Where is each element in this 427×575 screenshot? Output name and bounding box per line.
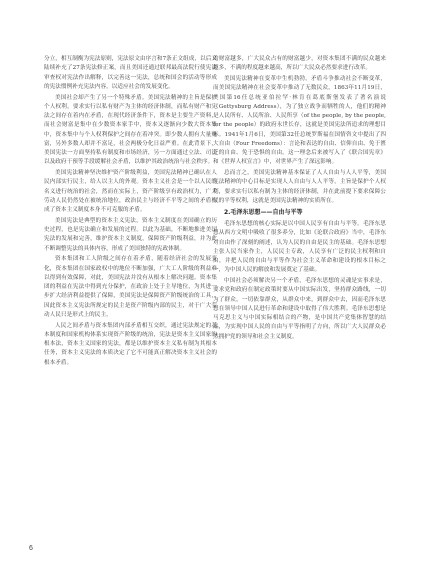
section-heading: 2.毛泽东思想——自由与平等 [224, 209, 303, 216]
body-paragraph: 分立，相互制衡为宪法原则，宪法原文由序言和7条正文组成，以后又陆续补充了27条宪法修正案，而且美国还通过联邦最高法院行使宪法审查权对宪法作出解释，以完善这一宪法，总统和国会的活动等形成的宪法惯例补充宪法内容，以适应社会的发展变化。 [44, 56, 217, 90]
body-paragraph: 美国社会却产生了另一个特殊矛盾。美国宪法精神的主旨是保护个人权利，要求实行以私有财产为主体的经济体制，而私有财产和宪法之间存在着内在矛盾，在现代经济条件下，资本是主要生产资料，而社会财富是集中在少数资本家手中，资本又逐渐向少数大资本集中，资本集中与个人权利保护之间存在着冲突。即少数人拥有大量财富，另外多数人却并不富足，社会两极分化日益严重。在此背景下，美国宪法一方面坚持私有制度和市场经济，另一方面通过立法、司法以及政府干预等手段缓解社会矛盾，以维护其政治统治与社会秩序。 [44, 94, 217, 166]
body-paragraph: 的财富越多，广大民众占有的财富越少，对资本集团不满的民众越来越多，不满的程度越来越高，所以广大民众必然要求进行改革。 [213, 56, 386, 72]
page-number: 6 [29, 545, 33, 552]
right-column [213, 55, 386, 540]
body-paragraph: 人民之间矛盾与资本集团内部矛盾相互交织，通过宪法规定的基本制度和国家机构体系实现资产阶级的统治，宪法是资本主义国家的根本法，资本主义国家的宪法，都是以维护资本主义私有制为其根本任务，资本主义宪法的本质决定了它不可能真正解决资本主义社会的根本矛盾。 [44, 322, 217, 366]
body-paragraph: 美国宪法精神坚决维护资产阶级利益，美国宪法精神已确认在人民内部实行民主，给人以主人的外观。资本主义社会是一个以人民的名义进行统治的社会，然而在实际上，资产阶级享有政治权力，广大劳动人民仍然处在被统治地位，政治民主与经济不平等之间的矛盾构成了资本主义制度本身不可克服的矛盾。 [44, 170, 217, 213]
body-paragraph: 美国宪法是典型的资本主义宪法，资本主义制度在美国确立的历史过程，也是宪法确立和发展的过程。以此为基础，不断地推进美国宪法的发展和完善，维护资本主义制度，保障资产阶级利益，并为此不断调整宪法的具体内容，形成了美国独特的宪政体制。 [44, 217, 217, 252]
body-paragraph: 总而言之，美国宪法精神基本保证了人人自由与人人平等，美国宪法精神的中心目标是实现人人自由与人人平等，主旨是保护个人权利，要求实行以私有制为主体的经济体制，并在此前提下要求保障公民的平等权利，这就是美国宪法精神的实质所在。 [213, 170, 386, 204]
body-paragraph: 资本集团和工人阶级之间存在着矛盾，随着经济社会的发展变化，资本集团在国家政权中的地位不断加强，广大工人阶级的利益难以得到有效保障，对此，美国宪法并没有从根本上解决问题。资本集团的利益在宪法中得到充分保护，在政治上处于主导地位，为其进一步扩大经济利益提供了保障，美国宪法是保障资产阶级统治的工具，因此资本主义宪法所规定的民主是资产阶级内部的民主，对于广大劳动人民只是形式上的民主。 [44, 256, 217, 318]
body-paragraph: 美国宪法精神在变革中生机勃勃。矛盾斗争推动社会不断变革，而美国宪法精神在社会变革中推动了无数民众，1863年11月19日，美国第16任总统亚伯拉罕·林肯在葛底斯堡发表了著名演说（Gettysburg Address），为了独立战争而牺牲的人，他们的精神是人民所有、人民所治、人民所享（of the people, by the people, for the people）的政府永世长存，这就是美国宪法所追求的理想目标。1941年1月6日，美国第32任总统罗斯福在国情咨文中提出了四大自由（Four Freedoms）：言论和表达的自由、信仰自由、免于匮乏的自由、免于恐惧的自由。这一理念后来被写入了《联合国宪章》和《世界人权宣言》中，对世界产生了深远影响。 [213, 76, 386, 166]
left-column [44, 55, 217, 540]
body-paragraph: 毛泽东思想的核心实际是以中国人民享有自由与平等。毛泽东思想从西方文明中吸收了很多养分，比如《论联合政府》当中，毛泽东对自由作了深刻的阐述，认为人民的自由是民主的基础。毛泽东思想主张人民当家作主，人民民主专政，人民享有广泛的民主权利和自由，并把人民的自由与平等作为社会主义革命和建设的根本目标之一，为中国人民的解放和发展奠定了基础。 [213, 221, 386, 274]
body-paragraph: 中国社会必须解决另一个矛盾，毛泽东思想的灵魂是实事求是，要求党和政府在制定政策时要从中国实际出发，坚持群众路线，一切为了群众，一切依靠群众，从群众中来，到群众中去，因而毛泽东思想在领导中国人民进行革命和建设中取得了伟大胜利。毛泽东思想是马克思主义与中国实际相结合的产物，是中国共产党集体智慧的结晶，为实现中国人民的自由与平等指明了方向，所以广大人民群众必然拥护党的领导和社会主义制度。 [213, 278, 386, 340]
